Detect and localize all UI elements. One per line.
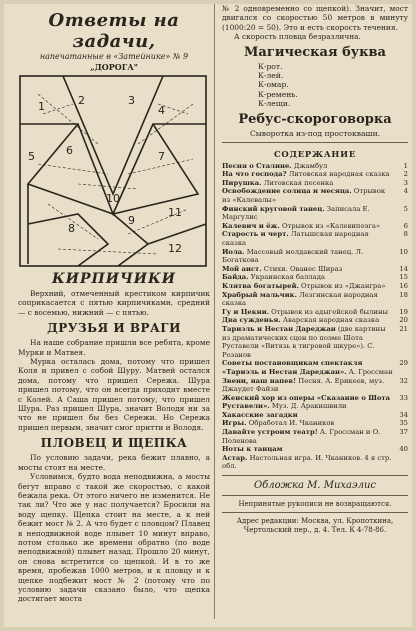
answers-subtitle: напечатанные в «Затейнике» № 9 [39, 52, 189, 61]
puzzle-number-11: 11 [168, 206, 182, 219]
toc-entry-title: Ноты к танцам [222, 445, 283, 454]
toc-entry-title: Гу и Цекни. Отрывок из адыгейской былины [222, 307, 388, 316]
toc-entry [222, 428, 408, 445]
toc-entry-title: На что господа? Литовская народная сказка [222, 170, 390, 179]
right-column [222, 4, 408, 535]
toc-entry-page: 21 [399, 324, 408, 333]
toc-entry [222, 230, 408, 247]
toc-entry [222, 170, 408, 179]
puzzle-number-6: 6 [66, 144, 73, 157]
swimmer-title: ПЛОВЕЦ И ЩЕПКА [40, 436, 188, 451]
rebus-title: Ребус-скороговорка [238, 111, 392, 127]
magic-item: К-ремень. [258, 89, 298, 99]
toc-entry-page: 40 [399, 445, 408, 454]
rebus-answer: Сыворотка из-под простокваши. [249, 128, 381, 138]
puzzle-number-5: 5 [28, 150, 35, 163]
toc-entry [222, 411, 408, 420]
toc-entry-title: Давайте устроим театр! А. Гроссман и О. Поленова [222, 428, 381, 445]
magic-item: К-лещи. [258, 99, 291, 109]
toc-entry [222, 454, 408, 471]
toc-entry-page: 1 [403, 161, 408, 170]
toc-entry [222, 308, 408, 317]
toc-entry-page: 4 [403, 187, 408, 196]
toc-entry-title: Игры. Обработал И. Чкаников [222, 419, 335, 428]
toc-entry-page: 34 [399, 410, 408, 419]
toc-entry-title: Финский круговой танец. Записала Е. Маргулис [222, 204, 370, 222]
toc-entry-page [394, 454, 408, 471]
toc-entry [222, 162, 408, 171]
toc-entry-page: 29 [399, 359, 408, 368]
magic-item: К-рот. [258, 61, 283, 71]
toc-entry [222, 394, 408, 411]
toc-entry [222, 377, 408, 394]
toc-entry [222, 445, 408, 454]
toc-entry-page: 20 [399, 316, 408, 325]
toc-entry [222, 265, 408, 274]
puzzle-number-7: 7 [158, 150, 165, 163]
friends-paragraph-2: Мурка осталась дома, потому что пришел Коля и привел с собой Шуру. Матвей остался дома, потому что пришел Сережа. Шура пришел потому, что он всегда приходит вместе с Колей. А Саша пришел потому, что пришел Шура. Раз пришел Шура, значит Володя ни за что не пришел бы без Сережи. Но Сережа пришел первым, значит смог притти и Володя. [18, 357, 210, 432]
toc-entry-title: Байда. Украинская баллада [222, 273, 325, 282]
road-puzzle-diagram [18, 74, 208, 268]
swimmer-ending: А скорость пловца безразлична. [234, 32, 361, 42]
magazine-page [4, 4, 412, 627]
divider-line [222, 495, 408, 496]
manuscripts-note: Непринятые рукописи не возвращаются. [238, 500, 392, 509]
toc-entry-page: 8 [403, 230, 408, 239]
toc-entry-page: 37 [399, 428, 408, 437]
table-of-contents [222, 162, 408, 471]
toc-entry-title: Песня о Сталине. Джамбул [222, 161, 328, 170]
bricks-title: КИРПИЧИКИ [52, 271, 176, 287]
puzzle-number-9: 9 [128, 214, 135, 227]
toc-entry [222, 316, 408, 325]
editorial-address: Адрес редакции: Москва, ул. Кропоткина, Чертольский пер., д. 4. Тел. К 4-78-86. [236, 517, 394, 534]
toc-entry-title: Клятва богатырей. Отрывок из «Джангра» [222, 281, 386, 290]
toc-entry-page: 6 [403, 221, 408, 230]
toc-entry-title: Освобождение солнца и месяца. Отрывок из «Калевалы» [222, 187, 386, 205]
toc-title: СОДЕРЖАНИЕ [273, 148, 357, 159]
puzzle-number-1: 1 [38, 100, 45, 113]
toc-entry-title: Калевич и ёж. Отрывок из «Калевипоэга» [222, 221, 381, 230]
magic-letter-list [258, 62, 408, 109]
toc-entry [222, 179, 408, 188]
toc-entry-page: 2 [403, 170, 408, 179]
toc-entry-page: 19 [399, 307, 408, 316]
toc-entry-title: Мой аист. Стихи. Ованес Шираз [222, 264, 343, 273]
toc-entry [222, 291, 408, 308]
toc-entry-page: 18 [399, 290, 408, 299]
toc-entry-page: 10 [399, 247, 408, 256]
toc-entry-page: 5 [403, 204, 408, 213]
puzzle-number-12: 12 [168, 242, 182, 255]
swimmer-paragraph-1: По условию задачи, река бежит плавно, а мосты стоят на месте. [18, 453, 210, 472]
swimmer-continuation: № 2 одновременно со щепкой). Значит, мост двигался со скоростью 50 метров в минуту (1000:20 = 50). Это и есть скорость течения. [222, 4, 408, 32]
toc-entry [222, 419, 408, 428]
toc-entry-page: 15 [399, 273, 408, 282]
toc-entry [222, 222, 408, 231]
toc-entry [222, 187, 408, 204]
toc-entry [222, 248, 408, 265]
puzzle-number-3: 3 [128, 94, 135, 107]
toc-entry [222, 359, 408, 376]
magic-letter-title: Магическая буква [244, 44, 386, 60]
friends-title: ДРУЗЬЯ И ВРАГИ [47, 321, 181, 336]
toc-entry-title: Два сужденья. Аварская народная сказка [222, 316, 380, 325]
divider-line [222, 512, 408, 513]
toc-entry-title: Хакасские загадки [222, 410, 298, 419]
magic-item: К-омар. [258, 80, 289, 90]
toc-entry [222, 325, 408, 359]
left-column [18, 10, 210, 604]
magic-item: К-лей. [258, 71, 284, 81]
puzzle-number-2: 2 [78, 94, 85, 107]
toc-entry-title: Пирушка. Литовская песенка [222, 178, 334, 187]
puzzle-title: „ДОРОГА" [90, 62, 138, 72]
toc-entry-title: Храбрый мальчик. Лезгинская народная сказка [222, 290, 378, 308]
cover-credit: Обложка М. Михаэлис [253, 480, 377, 492]
swimmer-paragraph-2: Условимся, будто вода неподвижна, а мосты бегут вправо с такой же скоростью, с какой бежала река. От этого ничего не изменится. Не так ли? Что же у нас получается? Бросили на воду щепку. Щепка стоит на месте, а к ней бежит мост № 2. А что будет с пловцом? Плавец в неподвижной воде плывет 10 минут вправо, потом столько же времени обратно (по воде неподвижной) плывет назад. Прошло 20 минут, он снова встретится со щепкой. И в то же время, пробежав 1000 метров, и к пловцу и к щепке подбежит мост № 2 (потому что по условию задачи сказано было, что щепка достигает моста [18, 472, 210, 604]
toc-entry-title: Астар. Настольная игра. И. Чкаников. 4 я стр. обл. [222, 453, 392, 471]
friends-paragraph-1: На наше собрание пришли все ребята, кроме Мурки и Матвея. [18, 338, 210, 357]
bricks-text: Верхний, отмеченный крестиком кирпичик соприкасается с пятью кирпичиками, средний — с восемью, нижний — с пятью. [18, 289, 210, 317]
toc-entry-title: Советы постановщикам спектакля «Тариэль и Нестан Дареджан». А. Гроссман [222, 359, 393, 376]
toc-entry-title: Тариэль и Нестан Дареджан (две картины из драматических сцен по поэме Шота Руставели «Витязь в тигровой шкуре»). С. Розанов [222, 324, 386, 359]
toc-entry [222, 273, 408, 282]
divider-line [222, 475, 408, 476]
toc-entry-title: Старость и черт. Латышская народная сказка [222, 230, 369, 247]
toc-entry-page: 3 [403, 178, 408, 187]
toc-entry-title: Женский хор из оперы «Сказание о Шота Руставели». Муз. Д. Аракишвили [222, 393, 391, 411]
toc-entry [222, 205, 408, 222]
divider-line [222, 142, 408, 143]
toc-entry-page: 35 [399, 419, 408, 428]
toc-entry-page: 33 [399, 393, 408, 402]
toc-entry-page: 32 [399, 376, 408, 385]
toc-entry [222, 282, 408, 291]
puzzle-number-4: 4 [158, 104, 165, 117]
puzzle-number-8: 8 [68, 222, 75, 235]
toc-entry-title: Иола. Массовый молдавский танец. Л. Богаткова [222, 247, 364, 265]
puzzle-number-10: 10 [106, 192, 120, 205]
toc-entry-page: 14 [399, 264, 408, 273]
toc-entry-page: 16 [399, 281, 408, 290]
toc-entry-title: Звени, наш напев! Песня. А. Ерикеев, муз. Джаудет Файзи [222, 376, 385, 394]
column-divider [214, 4, 215, 619]
answers-title: Ответы на задачи, [48, 10, 180, 52]
